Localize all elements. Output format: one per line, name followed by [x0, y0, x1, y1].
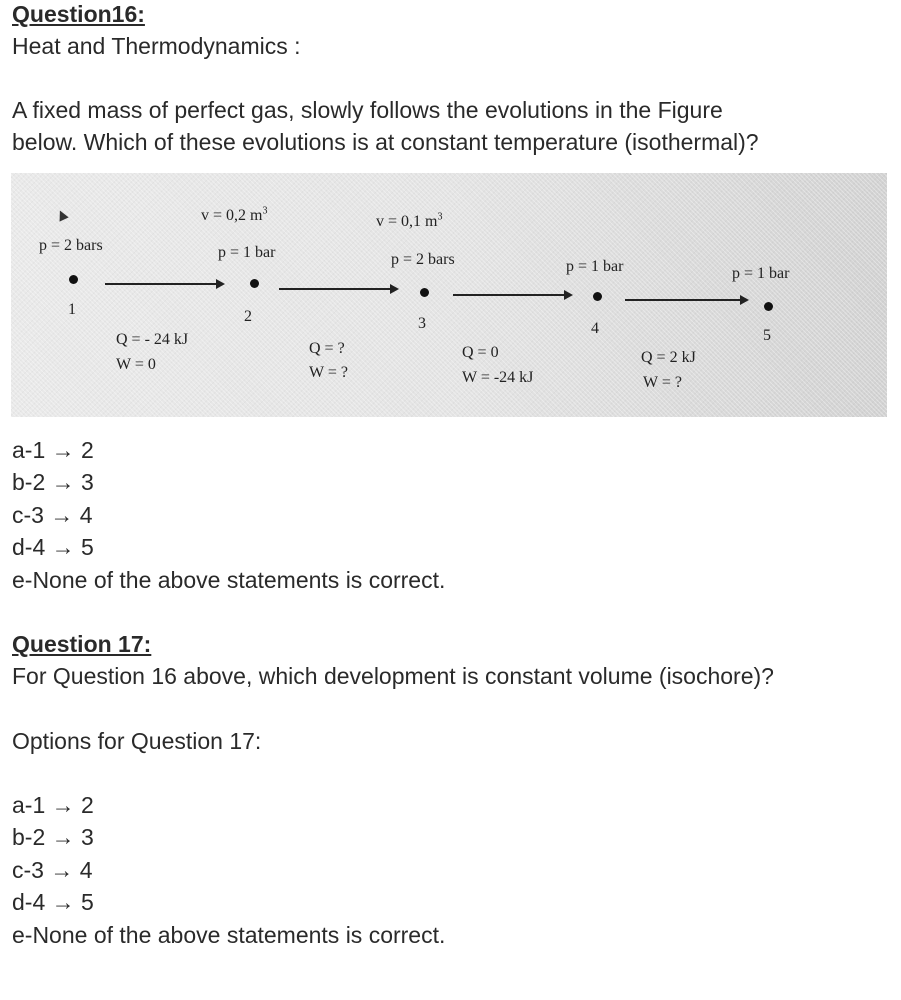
q17-option-d: d-4 → 5: [12, 889, 94, 915]
transition-2-3-q: Q = ?: [309, 340, 345, 357]
transition-3-4-q: Q = 0: [462, 344, 499, 361]
q16-option-c: c-3 → 4: [12, 502, 93, 528]
q16-option-e: e-None of the above statements is correct.: [12, 567, 446, 593]
arrow-1-2: [105, 283, 223, 285]
state-2-point: [250, 279, 259, 288]
state-1-label: 1: [68, 301, 76, 318]
state-5-label: 5: [763, 327, 771, 344]
state-3-pressure: p = 2 bars: [391, 251, 455, 268]
q16-option-a: a-1 → 2: [12, 437, 94, 463]
transition-4-5-q: Q = 2 kJ: [641, 349, 696, 366]
state-4-point: [593, 292, 602, 301]
state-4-label: 4: [591, 320, 599, 337]
state-3-point: [420, 288, 429, 297]
q17-option-a: a-1 → 2: [12, 792, 94, 818]
q17-option-e: e-None of the above statements is correct.: [12, 922, 446, 948]
transition-2-3-w: W = ?: [309, 364, 348, 381]
state-4-pressure: p = 1 bar: [566, 258, 624, 275]
state-2-pressure: p = 1 bar: [218, 244, 276, 261]
arrow-2-3: [279, 288, 397, 290]
state-5-point: [764, 302, 773, 311]
q17-option-c: c-3 → 4: [12, 857, 93, 883]
question17-heading: Question 17:: [12, 631, 152, 657]
q16-option-b: b-2 → 3: [12, 469, 94, 495]
pointer-icon: [55, 208, 68, 221]
state-2-volume: v = 0,2 $m^3$: [201, 205, 268, 224]
q17-option-b: b-2 → 3: [12, 824, 94, 850]
transition-1-2-w: W = 0: [116, 356, 156, 373]
q16-option-d: d-4 → 5: [12, 534, 94, 560]
question17-text: For Question 16 above, which development is constant volume (isochore)?: [12, 663, 774, 689]
state-2-label: 2: [244, 308, 252, 325]
state-1-point: [69, 275, 78, 284]
evolution-figure: [11, 173, 887, 417]
arrow-3-4: [453, 294, 571, 296]
state-5-pressure: p = 1 bar: [732, 265, 790, 282]
question17-options-title: Options for Question 17:: [12, 728, 262, 754]
question16-text-line1: A fixed mass of perfect gas, slowly follows the evolutions in the Figure: [12, 97, 723, 123]
state-3-label: 3: [418, 315, 426, 332]
subject-line: Heat and Thermodynamics :: [12, 33, 301, 59]
transition-3-4-w: W = -24 kJ: [462, 369, 534, 386]
arrow-4-5: [625, 299, 747, 301]
question16-heading: Question16:: [12, 1, 145, 27]
state-3-volume: v = 0,1 $m^3$: [376, 211, 443, 230]
transition-1-2-q: Q = - 24 kJ: [116, 331, 189, 348]
transition-4-5-w: W = ?: [643, 374, 682, 391]
question16-text-line2: below. Which of these evolutions is at constant temperature (isothermal)?: [12, 129, 759, 155]
state-1-pressure: p = 2 bars: [39, 237, 103, 254]
